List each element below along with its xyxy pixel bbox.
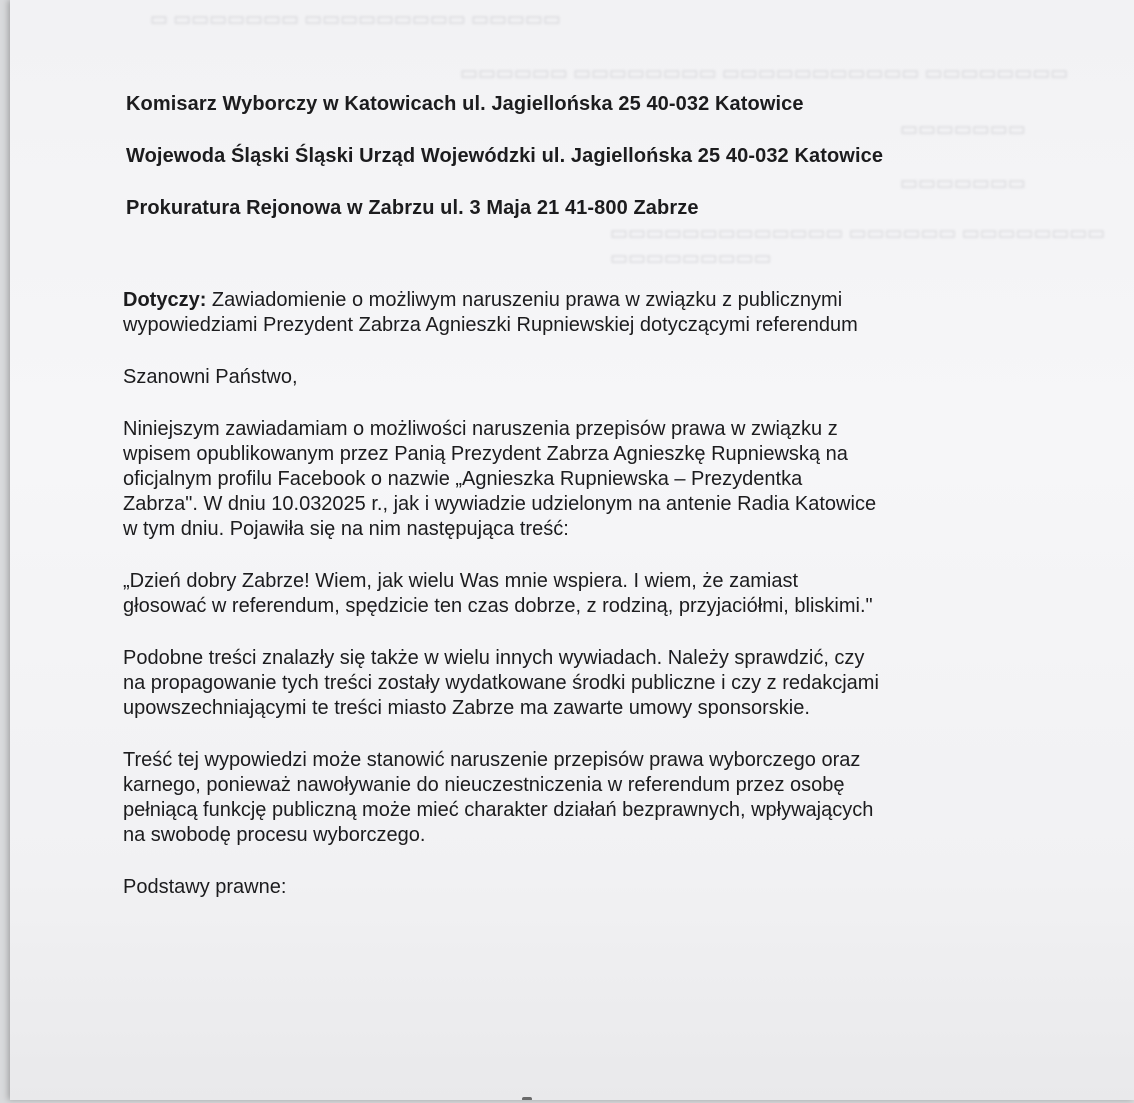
text-line: upowszechniającymi te treści miasto Zabrze ma zawarte umowy sponsorskie.	[123, 697, 810, 719]
text-line: Podobne treści znalazły się także w wielu innych wywiadach. Należy sprawdzić, czy	[123, 647, 865, 669]
text-line: głosować w referendum, spędzicie ten czas dobrze, z rodziną, przyjaciółmi, bliskimi."	[123, 595, 873, 617]
bleed-through-text: ▭▭▭▭▭▭▭	[900, 119, 1026, 140]
text-line: oficjalnym profilu Facebook o nazwie „Agnieszka Rupniewska – Prezydentka	[123, 468, 803, 490]
text-line: na swobodę procesu wyborczego.	[123, 824, 426, 846]
bleed-through-text: ▭▭▭▭▭▭▭	[900, 173, 1026, 194]
subject-line: Zawiadomienie o możliwym naruszeniu prawa w związku z publicznymi	[206, 289, 843, 311]
text-line: w tym dniu. Pojawiła się na nim następująca treść:	[123, 518, 569, 540]
recipient-voivode: Wojewoda Śląski Śląski Urząd Wojewódzki ul. Jagiellońska 25 40-032 Katowice	[126, 145, 884, 167]
letter-page	[10, 0, 1134, 1100]
recipient-prosecutor: Prokuratura Rejonowa w Zabrzu ul. 3 Maja 21 41-800 Zabrze	[126, 197, 699, 219]
legal-basis-heading: Podstawy prawne:	[123, 876, 287, 898]
letter-body	[123, 92, 1003, 900]
subject-label: Dotyczy:	[123, 289, 207, 311]
paragraph-similar-content	[123, 646, 1003, 721]
quoted-post	[123, 569, 1003, 619]
bleed-through-text: ▭▭▭▭▭▭▭▭▭▭▭▭▭ ▭▭▭▭▭▭ ▭▭▭▭▭▭▭▭	[610, 223, 1106, 244]
subject-paragraph	[123, 288, 1003, 338]
paragraph-violation	[123, 748, 1003, 848]
page-edge-mark	[522, 1097, 532, 1100]
bleed-through-text: ▭ ▭▭▭▭▭▭▭ ▭▭▭▭▭▭▭▭▭ ▭▭▭▭▭	[150, 9, 561, 30]
paragraph-notification	[123, 417, 1003, 542]
text-line: na propagowanie tych treści zostały wydatkowane środki publiczne i czy z redakcjami	[123, 672, 879, 694]
recipient-commissioner: Komisarz Wyborczy w Katowicach ul. Jagiellońska 25 40-032 Katowice	[126, 93, 804, 115]
salutation: Szanowni Państwo,	[123, 366, 298, 388]
text-line: Zabrza". W dniu 10.032025 r., jak i wywiadzie udzielonym na antenie Radia Katowice	[123, 493, 877, 515]
text-line: Treść tej wypowiedzi może stanowić naruszenie przepisów prawa wyborczego oraz	[123, 749, 861, 771]
subject-line: wypowiedziami Prezydent Zabrza Agnieszki Rupniewskiej dotyczącymi referendum	[123, 314, 858, 336]
text-line: karnego, ponieważ nawoływanie do nieuczestniczenia w referendum przez osobę	[123, 774, 845, 796]
text-line: Niniejszym zawiadamiam o możliwości naruszenia przepisów prawa w związku z	[123, 418, 838, 440]
text-line: wpisem opublikowanym przez Panią Prezydent Zabrza Agnieszkę Rupniewską na	[123, 443, 848, 465]
bleed-through-text: ▭▭▭▭▭▭▭▭▭	[610, 248, 772, 269]
bleed-through-text: ▭▭▭▭▭▭ ▭▭▭▭▭▭▭▭ ▭▭▭▭▭▭▭▭▭▭▭ ▭▭▭▭▭▭▭▭	[460, 63, 1069, 84]
text-line: „Dzień dobry Zabrze! Wiem, jak wielu Was mnie wspiera. I wiem, że zamiast	[123, 570, 798, 592]
text-line: pełniącą funkcję publiczną może mieć charakter działań bezprawnych, wpływających	[123, 799, 874, 821]
